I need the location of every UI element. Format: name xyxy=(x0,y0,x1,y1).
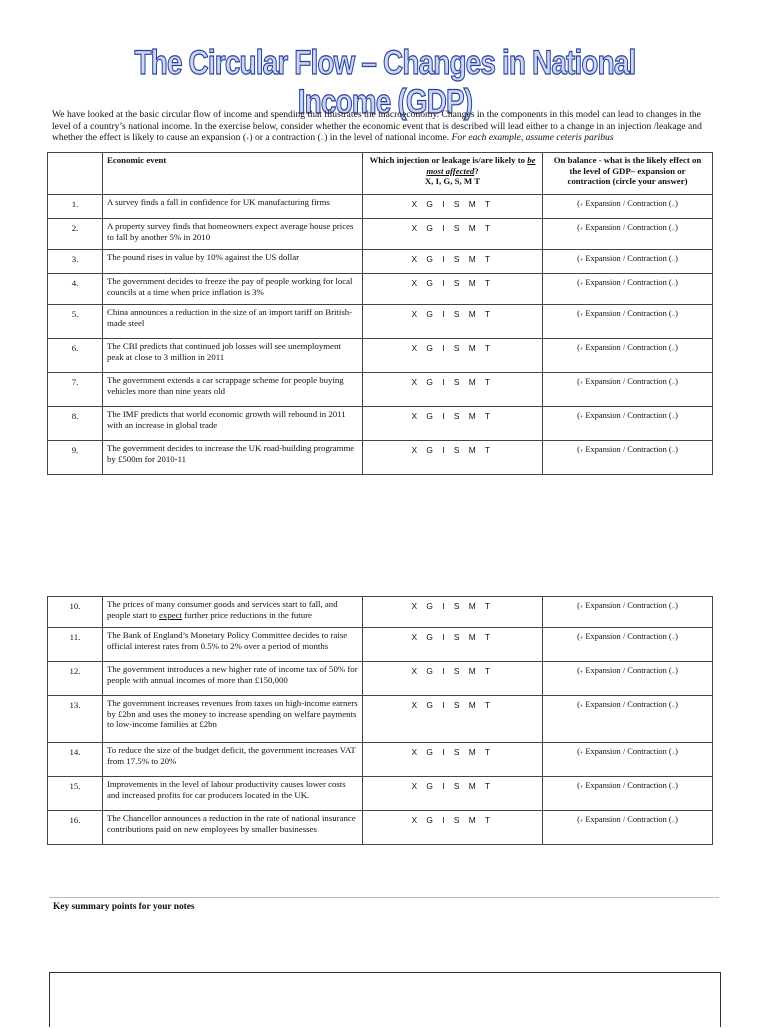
injection-leakage-options[interactable]: X G I S M T xyxy=(363,195,543,219)
expansion-symbol: + xyxy=(579,819,584,825)
contraction-symbol: − xyxy=(671,282,676,288)
events-table-part2 xyxy=(47,596,713,845)
row-event: A survey finds a fall in confidence for UK manufacturing firms xyxy=(103,195,363,219)
row-event xyxy=(103,662,363,696)
row-event xyxy=(103,628,363,662)
paren: ( xyxy=(577,632,580,641)
paren: ) xyxy=(675,747,678,756)
row-event-text: To reduce the size of the budget deficit, the government increases VAT from 17.5% to 20% xyxy=(107,745,356,766)
table-row xyxy=(48,662,713,696)
paren: ) xyxy=(675,223,678,232)
choice-text: Expansion / Contraction ( xyxy=(585,199,672,208)
row-event: The government extends a car scrappage scheme for people buying vehicles more than nine years old xyxy=(103,373,363,407)
expansion-symbol: + xyxy=(579,605,584,611)
row-number: 6. xyxy=(48,339,103,373)
paren: ( xyxy=(577,309,580,318)
paren: ( xyxy=(577,411,580,420)
expansion-symbol: + xyxy=(579,415,584,421)
expansion-symbol: + xyxy=(579,636,584,642)
paren: ) xyxy=(675,377,678,386)
summary-label: Key summary points for your notes xyxy=(53,902,195,912)
injection-leakage-options[interactable]: X G I S M T xyxy=(363,407,543,441)
notes-box[interactable] xyxy=(49,972,721,1027)
injection-leakage-options[interactable]: X G I S M T xyxy=(363,662,543,696)
expansion-symbol: + xyxy=(579,203,584,209)
expansion-contraction-choice[interactable] xyxy=(543,274,713,305)
paren: ) xyxy=(675,343,678,352)
expansion-symbol: + xyxy=(579,449,584,455)
contraction-symbol: − xyxy=(671,347,676,353)
contraction-symbol: − xyxy=(671,227,676,233)
expansion-symbol: + xyxy=(579,227,584,233)
contraction-symbol: − xyxy=(671,415,676,421)
row-event: The government decides to freeze the pay of people working for local councils at a time when price inflation is 3% xyxy=(103,274,363,305)
expansion-contraction-choice[interactable] xyxy=(543,219,713,250)
injection-leakage-options[interactable]: X G I S M T xyxy=(363,696,543,743)
table-row xyxy=(48,628,713,662)
paren: ( xyxy=(577,223,580,232)
row-number: 14. xyxy=(48,743,103,777)
table-row xyxy=(48,441,713,475)
header-balance: On balance - what is the likely effect on the level of GDP– expansion or contraction (circle your answer) xyxy=(543,153,713,195)
choice-text: Expansion / Contraction ( xyxy=(585,632,672,641)
injection-leakage-options[interactable]: X G I S M T xyxy=(363,743,543,777)
intro-mid: ) or a contraction ( xyxy=(249,132,321,143)
paren: ) xyxy=(675,254,678,263)
row-event: China announces a reduction in the size of an import tariff on British-made steel xyxy=(103,305,363,339)
expansion-symbol: + xyxy=(246,137,250,143)
paren: ) xyxy=(675,781,678,790)
table-row xyxy=(48,305,713,339)
choice-text: Expansion / Contraction ( xyxy=(585,815,672,824)
expansion-symbol: + xyxy=(579,282,584,288)
row-event: The IMF predicts that world economic growth will rebound in 2011 with an increase in global trade xyxy=(103,407,363,441)
row-event xyxy=(103,696,363,743)
expansion-contraction-choice[interactable] xyxy=(543,597,713,628)
paren: ) xyxy=(675,445,678,454)
contraction-symbol: − xyxy=(671,819,676,825)
expansion-contraction-choice[interactable] xyxy=(543,441,713,475)
row-event-text: The Bank of England’s Monetary Policy Committee decides to raise official interest rates from 0.5% to 2% over a period of months xyxy=(107,630,348,651)
choice-text: Expansion / Contraction ( xyxy=(585,747,672,756)
row-number: 16. xyxy=(48,811,103,845)
paren: ( xyxy=(577,815,580,824)
header-number xyxy=(48,153,103,195)
row-event-text-end: further price reductions in the future xyxy=(182,609,312,620)
table-row xyxy=(48,339,713,373)
expansion-contraction-choice[interactable] xyxy=(543,743,713,777)
row-event: The CBI predicts that continued job losses will see unemployment peak at close to 3 million in 2011 xyxy=(103,339,363,373)
table-row xyxy=(48,777,713,811)
table-row xyxy=(48,696,713,743)
header-economic-event: Economic event xyxy=(103,153,363,195)
injection-leakage-options[interactable]: X G I S M T xyxy=(363,441,543,475)
row-event-text: The Chancellor announces a reduction in the rate of national insurance contributions paid on new employees by smaller businesses xyxy=(107,813,356,834)
contraction-symbol: − xyxy=(671,258,676,264)
paren: ) xyxy=(675,700,678,709)
choice-text: Expansion / Contraction ( xyxy=(585,700,672,709)
choice-text: Expansion / Contraction ( xyxy=(585,309,672,318)
contraction-symbol: − xyxy=(671,670,676,676)
row-number: 2. xyxy=(48,219,103,250)
paren: ( xyxy=(577,781,580,790)
table-row xyxy=(48,219,713,250)
row-number: 5. xyxy=(48,305,103,339)
header-injection-text: Which injection or leakage is/are likely to xyxy=(369,155,526,165)
contraction-symbol: − xyxy=(671,785,676,791)
expansion-symbol: + xyxy=(579,751,584,757)
choice-text: Expansion / Contraction ( xyxy=(585,445,672,454)
expansion-contraction-choice[interactable] xyxy=(543,777,713,811)
paren: ( xyxy=(577,666,580,675)
paren: ( xyxy=(577,747,580,756)
row-number: 9. xyxy=(48,441,103,475)
choice-text: Expansion / Contraction ( xyxy=(585,781,672,790)
table-row xyxy=(48,597,713,628)
choice-text: Expansion / Contraction ( xyxy=(585,278,672,287)
paren: ) xyxy=(675,815,678,824)
choice-text: Expansion / Contraction ( xyxy=(585,601,672,610)
injection-leakage-options[interactable]: X G I S M T xyxy=(363,305,543,339)
page-title: The Circular Flow – Changes in National Income (GDP) xyxy=(134,44,636,121)
table-row xyxy=(48,373,713,407)
paren: ) xyxy=(675,199,678,208)
choice-text: Expansion / Contraction ( xyxy=(585,666,672,675)
paren: ( xyxy=(577,700,580,709)
row-event-text: Improvements in the level of labour productivity causes lower costs and increased profits for car producers located in the UK. xyxy=(107,779,346,800)
expansion-symbol: + xyxy=(579,785,584,791)
intro-text: We have looked at the basic circular flow of income and spending that illustrates the macroeconomy. Changes in the components in this model can lead to changes in the level of a country’s national income. In the exercise below, consider whether the economic event that is described will lead either to a change in an injection /leakage and whether the effect is likely to cause an expansion ( xyxy=(52,109,702,143)
expansion-contraction-choice[interactable] xyxy=(543,305,713,339)
injection-leakage-options[interactable]: X G I S M T xyxy=(363,628,543,662)
paren: ) xyxy=(675,411,678,420)
choice-text: Expansion / Contraction ( xyxy=(585,377,672,386)
paren: ) xyxy=(675,309,678,318)
table-row xyxy=(48,274,713,305)
choice-text: Expansion / Contraction ( xyxy=(585,343,672,352)
header-injection-underlined: be most affected xyxy=(426,155,536,176)
paren: ) xyxy=(675,666,678,675)
injection-leakage-options[interactable]: X G I S M T xyxy=(363,250,543,274)
table-row xyxy=(48,250,713,274)
table-row xyxy=(48,743,713,777)
expansion-symbol: + xyxy=(579,313,584,319)
paren: ( xyxy=(577,601,580,610)
row-number: 4. xyxy=(48,274,103,305)
row-event-text: The government introduces a new higher rate of income tax of 50% for people with annual incomes of more than £150,000 xyxy=(107,664,358,685)
choice-text: Expansion / Contraction ( xyxy=(585,223,672,232)
events-table-part1 xyxy=(47,152,713,475)
row-number: 11. xyxy=(48,628,103,662)
row-number: 12. xyxy=(48,662,103,696)
row-event xyxy=(103,743,363,777)
table-row xyxy=(48,811,713,845)
row-event: The pound rises in value by 10% against the US dollar xyxy=(103,250,363,274)
paren: ( xyxy=(577,445,580,454)
row-event: The government decides to increase the UK road-building programme by £500m for 2010-11 xyxy=(103,441,363,475)
intro-end: ) in the level of national income. xyxy=(324,132,450,143)
expansion-contraction-choice[interactable] xyxy=(543,407,713,441)
intro-paragraph xyxy=(52,109,720,147)
table-row xyxy=(48,407,713,441)
contraction-symbol: − xyxy=(671,751,676,757)
row-event-text: The government increases revenues from taxes on high-income earners by £2bn and uses the money to increase spending on welfare payments to low-income families at £2bn xyxy=(107,698,358,729)
paren: ( xyxy=(577,377,580,386)
row-number: 13. xyxy=(48,696,103,743)
row-number: 7. xyxy=(48,373,103,407)
row-event-underlined: expect xyxy=(159,609,183,620)
contraction-symbol: − xyxy=(671,704,676,710)
expansion-contraction-choice[interactable] xyxy=(543,195,713,219)
header-injection-qmark: ? xyxy=(474,165,479,176)
contraction-symbol: − xyxy=(671,636,676,642)
paren: ( xyxy=(577,254,580,263)
expansion-symbol: + xyxy=(579,347,584,353)
paren: ( xyxy=(577,199,580,208)
expansion-symbol: + xyxy=(579,704,584,710)
contraction-symbol: − xyxy=(671,203,676,209)
choice-text: Expansion / Contraction ( xyxy=(585,254,672,263)
contraction-symbol: − xyxy=(671,313,676,319)
injection-leakage-options[interactable]: X G I S M T xyxy=(363,373,543,407)
injection-leakage-options[interactable]: X G I S M T xyxy=(363,811,543,845)
expansion-contraction-choice[interactable] xyxy=(543,250,713,274)
injection-leakage-options[interactable]: X G I S M T xyxy=(363,597,543,628)
row-event xyxy=(103,597,363,628)
contraction-symbol: − xyxy=(671,605,676,611)
paren: ) xyxy=(675,632,678,641)
row-event: A property survey finds that homeowners expect average house prices to fall by another 5% in 2010 xyxy=(103,219,363,250)
expansion-contraction-choice[interactable] xyxy=(543,662,713,696)
expansion-contraction-choice[interactable] xyxy=(543,696,713,743)
expansion-symbol: + xyxy=(579,381,584,387)
paren: ) xyxy=(675,278,678,287)
paren: ) xyxy=(675,601,678,610)
row-number: 1. xyxy=(48,195,103,219)
contraction-symbol: − xyxy=(671,449,676,455)
header-injection-leakage xyxy=(363,153,543,195)
expansion-contraction-choice[interactable] xyxy=(543,373,713,407)
row-number: 15. xyxy=(48,777,103,811)
contraction-symbol: − xyxy=(671,381,676,387)
row-number: 10. xyxy=(48,597,103,628)
expansion-contraction-choice[interactable] xyxy=(543,811,713,845)
injection-leakage-options[interactable]: X G I S M T xyxy=(363,274,543,305)
paren: ( xyxy=(577,278,580,287)
row-event-text: The prices of many consumer goods and services start to fall, and people start to xyxy=(107,599,338,620)
paren: ( xyxy=(577,343,580,352)
expansion-symbol: + xyxy=(579,258,584,264)
intro-italic: For each example, assume ceteris paribus xyxy=(451,132,614,143)
expansion-symbol: + xyxy=(579,670,584,676)
expansion-contraction-choice[interactable] xyxy=(543,339,713,373)
injection-leakage-options[interactable]: X G I S M T xyxy=(363,339,543,373)
injection-leakage-options[interactable]: X G I S M T xyxy=(363,219,543,250)
header-injection-letters: X, I, G, S, M T xyxy=(424,176,481,186)
row-number: 8. xyxy=(48,407,103,441)
contraction-symbol: − xyxy=(320,137,325,143)
choice-text: Expansion / Contraction ( xyxy=(585,411,672,420)
table-row xyxy=(48,195,713,219)
expansion-contraction-choice[interactable] xyxy=(543,628,713,662)
row-event xyxy=(103,777,363,811)
row-number: 3. xyxy=(48,250,103,274)
injection-leakage-options[interactable]: X G I S M T xyxy=(363,777,543,811)
row-event xyxy=(103,811,363,845)
